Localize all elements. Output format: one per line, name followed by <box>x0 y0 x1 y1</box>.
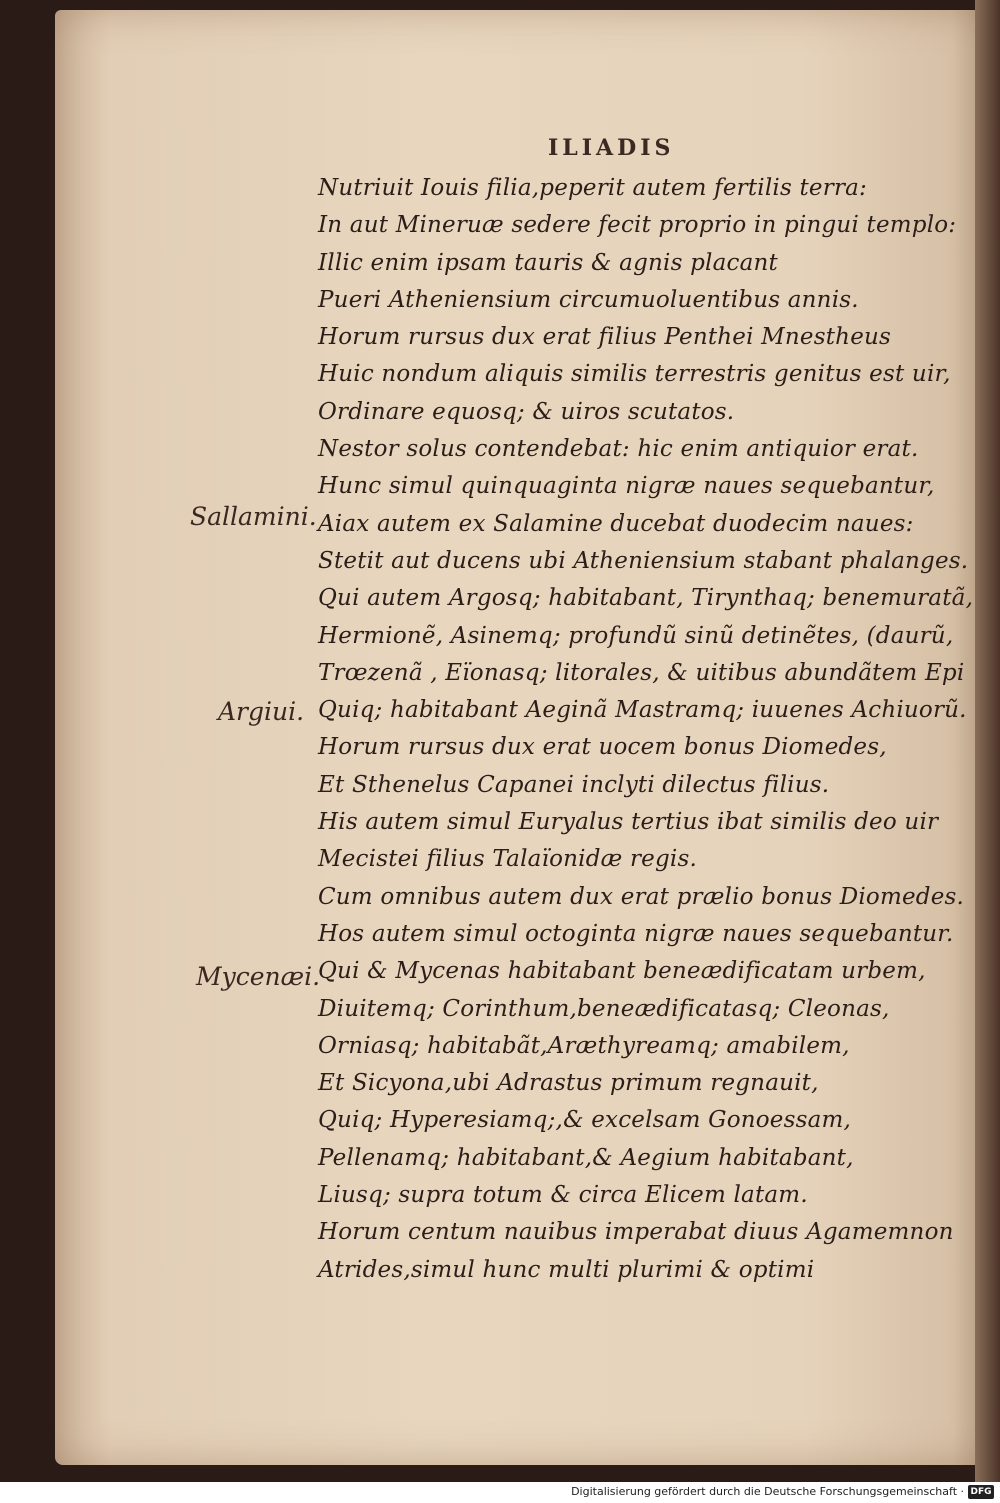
verse-line: Orniasq; habitabãt,Aræthyreamq; amabilem, <box>318 1032 850 1059</box>
verse-line: Qui & Mycenas habitabant beneædificatam urbem, <box>318 958 926 985</box>
dfg-logo-icon: DFG <box>968 1485 994 1499</box>
verse-line: Horum centum nauibus imperabat diuus Agamemnon <box>318 1219 954 1246</box>
verse-line: In aut Mineruæ sedere fecit proprio in pingui templo: <box>318 212 957 239</box>
verse-line: Diuitemq; Corinthum,beneædificatasq; Cleonas, <box>318 995 890 1022</box>
verse-line: Quiq; Hyperesiamq;,& excelsam Gonoessam, <box>318 1107 852 1134</box>
verse-line: Stetit aut ducens ubi Atheniensium stabant phalanges. <box>318 547 969 574</box>
verse-line: Atrides,simul hunc multi plurimi & optimi <box>318 1256 815 1283</box>
footer-bar <box>0 1482 1000 1503</box>
verse-line: Ordinare equosq; & uiros scutatos. <box>318 398 735 425</box>
verse-line: Pellenamq; habitabant,& Aegium habitabant, <box>318 1144 854 1171</box>
verse-line: Aiax autem ex Salamine ducebat duodecim naues: <box>318 510 914 537</box>
verse-line: Hunc simul quinquaginta nigræ naues sequebantur, <box>318 473 935 500</box>
running-head: ILIADIS <box>548 135 675 161</box>
verse-line: Trœzenã , Eïonasq; litorales, & uitibus abundãtem Epi <box>318 659 965 686</box>
verse-line: Liusq; supra totum & circa Elicem latam. <box>318 1182 808 1209</box>
verse-line: Mecistei filius Talaïonidæ regis. <box>318 846 697 873</box>
margin-note-mycenaei: Mycenæi. <box>196 962 321 991</box>
verse-line: Pueri Atheniensium circumuoluentibus annis. <box>318 286 859 313</box>
verse-line: His autem simul Euryalus tertius ibat similis deo uir <box>318 809 939 836</box>
verse-line: Hos autem simul octoginta nigræ naues sequebantur. <box>318 920 954 947</box>
footer-credit: Digitalisierung gefördert durch die Deutsche Forschungsgemeinschaft · <box>571 1485 964 1498</box>
verse-line: Cum omnibus autem dux erat prælio bonus Diomedes. <box>318 883 965 910</box>
margin-note-sallamini: Sallamini. <box>190 502 317 531</box>
verse-lines <box>318 170 978 1289</box>
page-edge <box>975 0 1000 1482</box>
verse-line: Nutriuit Iouis filia,peperit autem fertilis terra: <box>318 175 867 201</box>
verse-line: Qui autem Argosq; habitabant, Tirynthaq; benemuratã, <box>318 585 974 612</box>
verse-line: Huic nondum aliquis similis terrestris genitus est uir, <box>318 361 951 388</box>
verse-line: Horum rursus dux erat filius Penthei Mnestheus <box>318 324 892 351</box>
verse-line: Et Sthenelus Capanei inclyti dilectus filius. <box>318 771 830 798</box>
verse-line: Et Sicyona,ubi Adrastus primum regnauit, <box>318 1070 819 1097</box>
verse-line: Quiq; habitabant Aeginã Mastramq; iuuenes Achiuorũ. <box>318 697 967 724</box>
verse-line: Illic enim ipsam tauris & agnis placant <box>318 249 778 276</box>
verse-line: Hermionẽ, Asinemq; profundũ sinũ detinẽtes, (daurũ, <box>318 622 954 649</box>
verse-line: Nestor solus contendebat: hic enim antiquior erat. <box>318 436 919 463</box>
verse-line: Horum rursus dux erat uocem bonus Diomedes, <box>318 734 887 761</box>
margin-note-argiui: Argiui. <box>218 697 305 726</box>
